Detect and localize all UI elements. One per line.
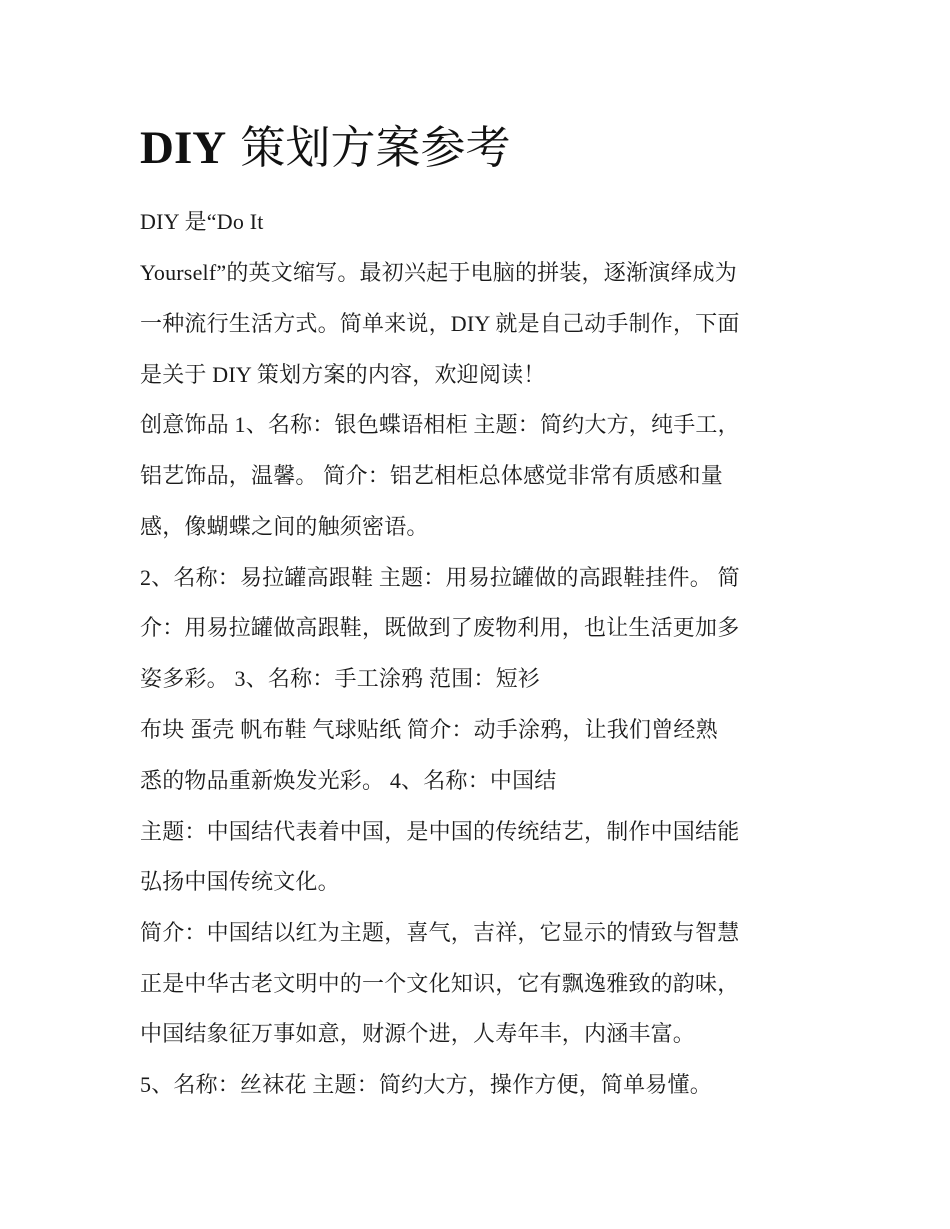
- body-line: 简介：中国结以红为主题，喜气，吉祥，它显示的情致与智慧: [140, 920, 740, 945]
- body-line: 铝艺饰品，温馨。 简介：铝艺相柜总体感觉非常有质感和量: [140, 463, 723, 488]
- body-line: 布块 蛋壳 帆布鞋 气球贴纸 简介：动手涂鸦，让我们曾经熟: [140, 717, 718, 742]
- body-line: 创意饰品 1、名称：银色蝶语相柜 主题：简约大方，纯手工，: [140, 412, 740, 437]
- body-line: 主题：中国结代表着中国，是中国的传统结艺，制作中国结能: [140, 819, 740, 844]
- title-rest: 策划方案参考: [226, 121, 511, 174]
- title-latin: DIY: [140, 122, 227, 174]
- body-line: DIY 是“Do It: [140, 209, 264, 234]
- body-line: 感，像蝴蝶之间的触须密语。: [140, 514, 429, 539]
- body-line: 姿多彩。 3、名称：手工涂鸦 范围：短衫: [140, 666, 541, 691]
- body-line: Yourself”的英文缩写。最初兴起于电脑的拼装，逐渐演绎成为: [140, 260, 737, 285]
- body-line: 2、名称：易拉罐高跟鞋 主题：用易拉罐做的高跟鞋挂件。 简: [140, 565, 740, 590]
- body-line: 正是中华古老文明中的一个文化知识，它有飘逸雅致的韵味，: [140, 971, 740, 996]
- body-line: 悉的物品重新焕发光彩。 4、名称：中国结: [140, 768, 557, 793]
- page-title: [140, 118, 511, 178]
- body-line: 中国结象征万事如意，财源个进，人寿年丰，内涵丰富。: [140, 1021, 696, 1046]
- body-line: 是关于 DIY 策划方案的内容，欢迎阅读！: [140, 362, 546, 387]
- body-line: 5、名称：丝袜花 主题：简约大方，操作方便，简单易懂。: [140, 1072, 712, 1097]
- body-line: 一种流行生活方式。简单来说，DIY 就是自己动手制作，下面: [140, 311, 740, 336]
- body-line: 弘扬中国传统文化。: [140, 869, 340, 894]
- body-line: 介：用易拉罐做高跟鞋，既做到了废物利用，也让生活更加多: [140, 615, 740, 640]
